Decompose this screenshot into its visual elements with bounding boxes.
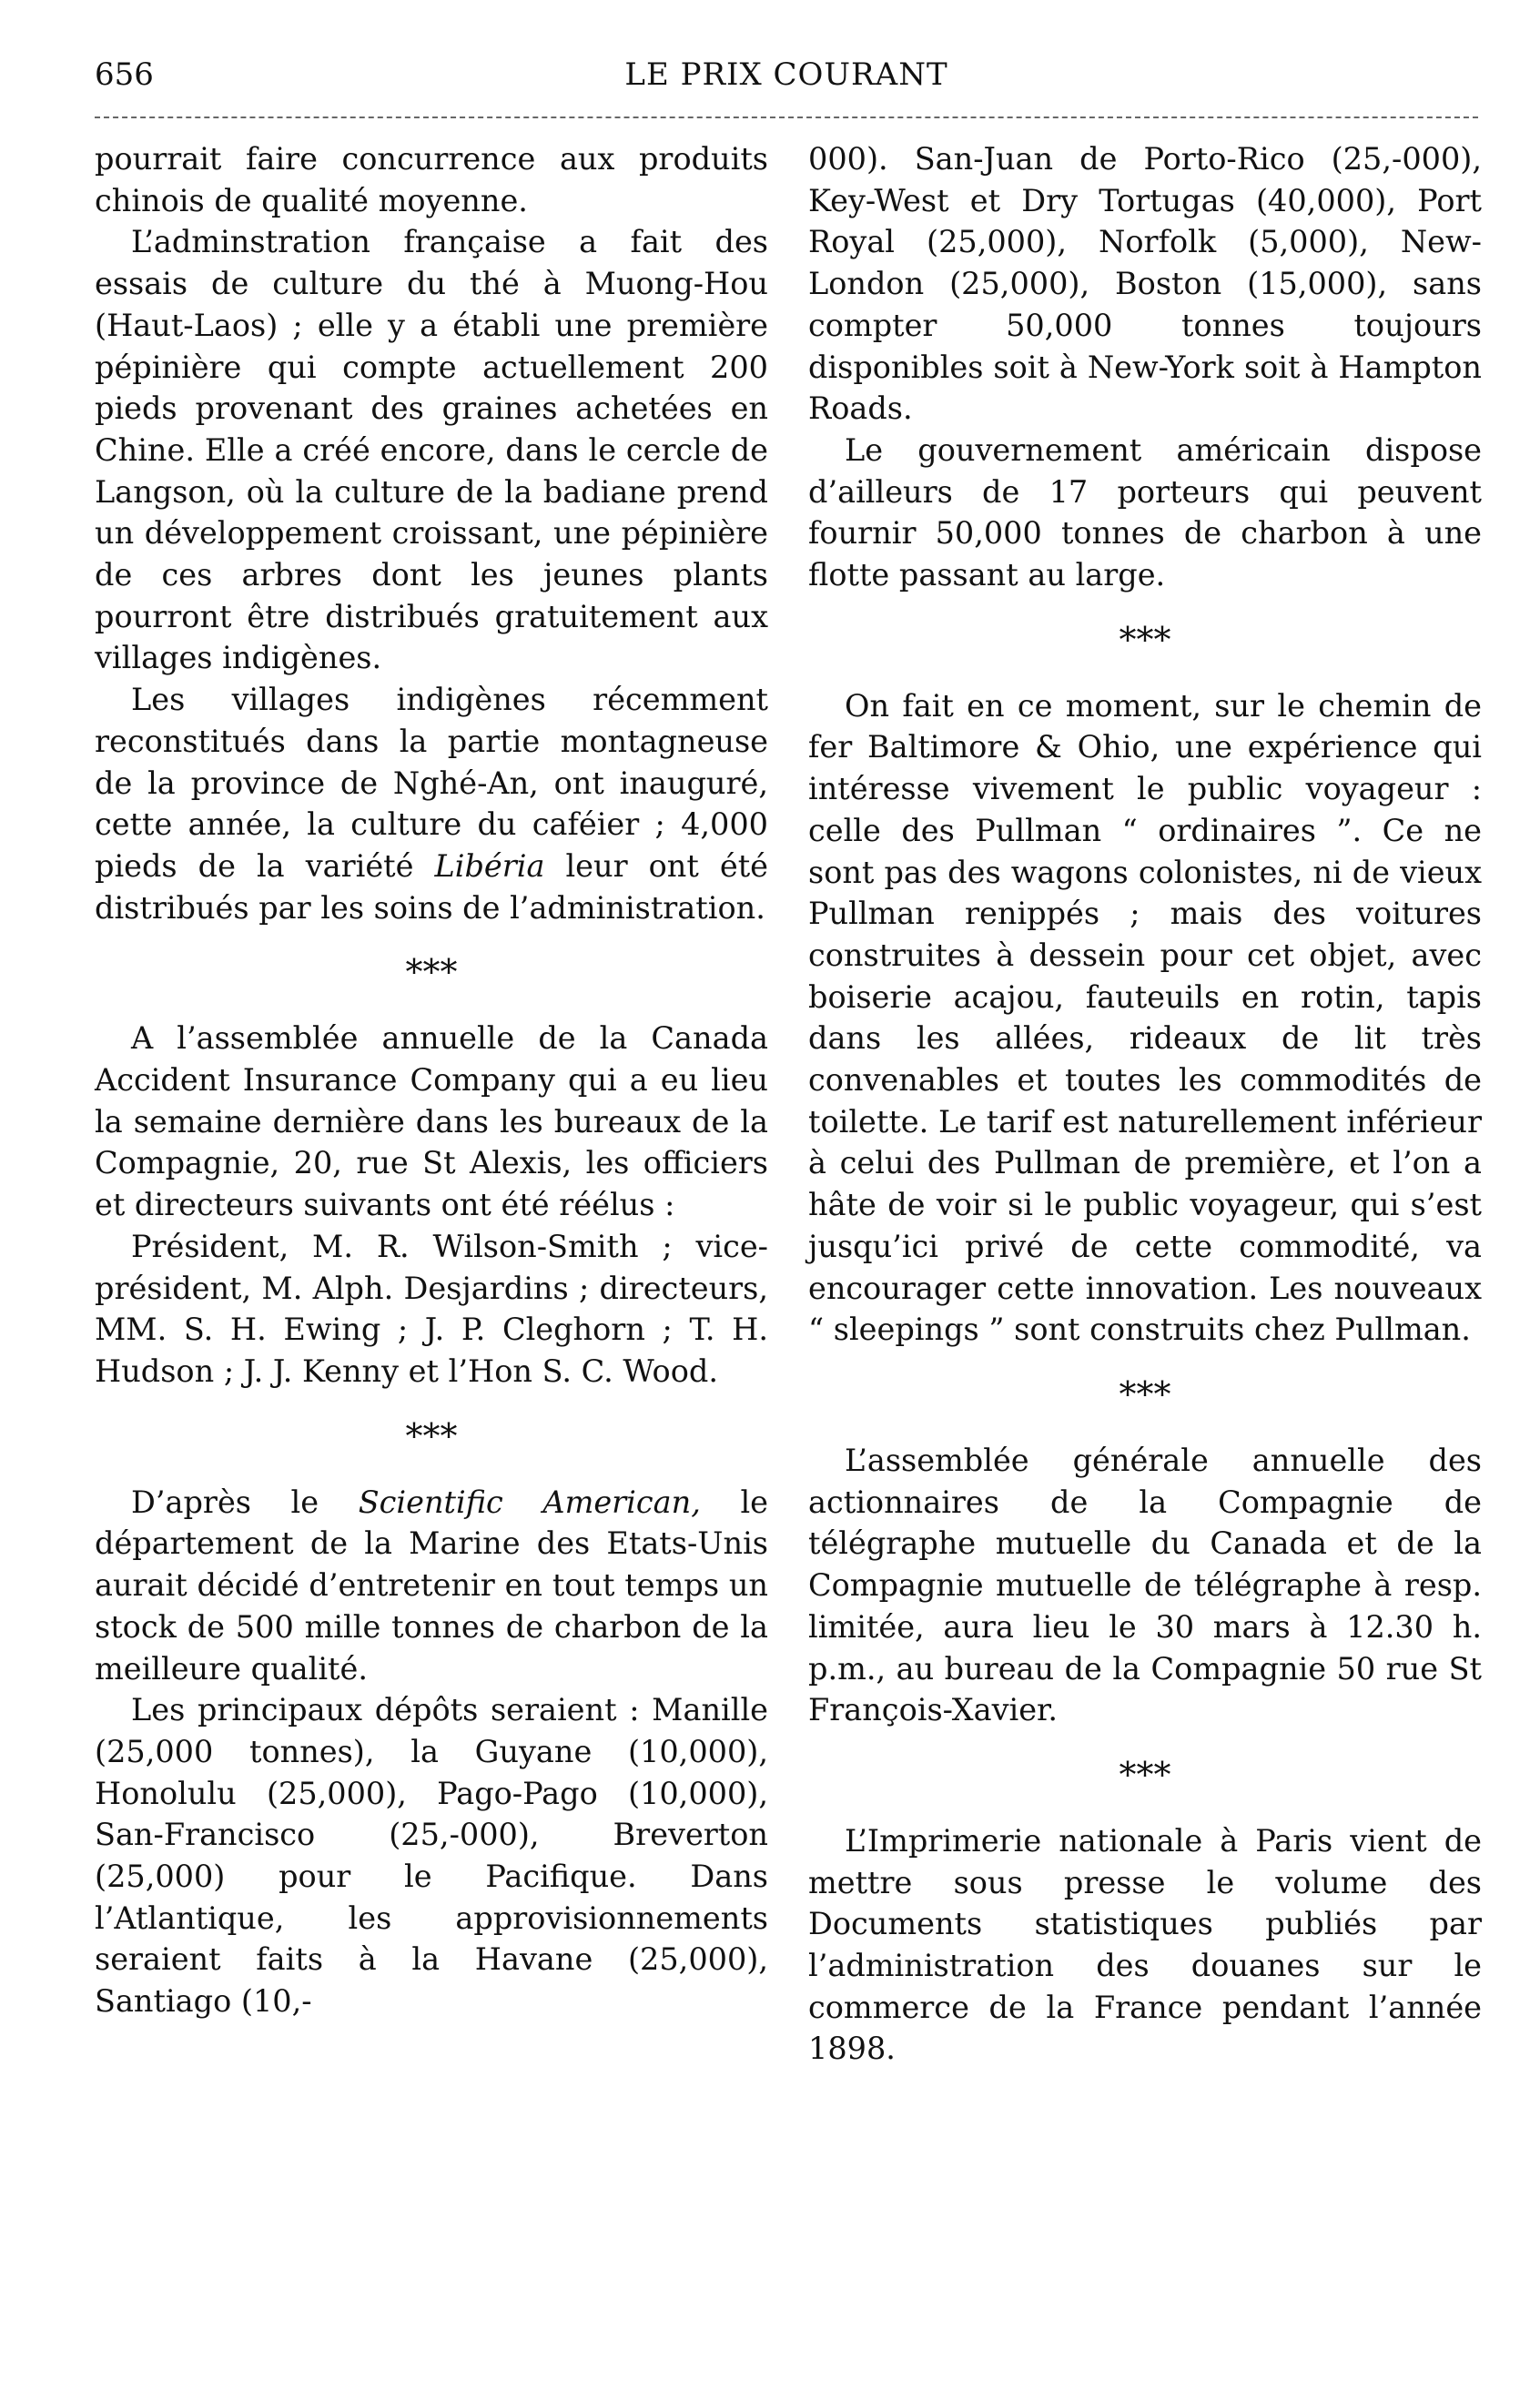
left-paragraph-6-italic: Scientific American, <box>358 1484 701 1520</box>
left-paragraph-3 <box>95 679 768 928</box>
right-paragraph-5: L’Imprimerie nationale à Paris vient de mettre sous presse le volume des Documents statistiques publiés par l’administration des douanes sur le commerce de la France pendant l’année 1898. <box>808 1822 1482 2067</box>
section-separator <box>808 1373 1482 1414</box>
left-paragraph-2: L’adminstration française a fait des essais de culture du thé à Muong-Hou (Haut-Laos) ; elle y a établi une première pépinière qui compte actuellement 200 pieds provenant des graines achetées en Chine. Elle a créé encore, dans le cercle de Langson, où la culture de la badiane prend un développement croissant, une pépinière de ces arbres dont les jeunes plants pourront être distribués gratuitement aux villages indigènes. <box>95 224 768 676</box>
left-column <box>95 138 768 2022</box>
left-paragraph-6 <box>95 1482 768 1690</box>
separator-asterisks: *** <box>405 952 458 993</box>
section-separator <box>95 952 768 993</box>
right-column <box>808 138 1482 2070</box>
right-paragraph-1: 000). San-Juan de Porto-Rico (25,-000), Key-West et Dry Tortugas (40,000), Port Royal (25,000), Norfolk (5,000), New-London (25,000), Boston (15,000), sans compter 50,000 tonnes toujours disponibles soit à New-York soit à Hampton Roads. <box>808 141 1482 427</box>
left-paragraph-7: Les principaux dépôts seraient : Manille (25,000 tonnes), la Guyane (10,000), Honolulu (25,000), Pago-Pago (10,000), San-Francisco (25,-000), Breverton (25,000) pour le Pacifique. Dans l’Atlantique, les approvisionnements seraient faits à la Havane (25,000), Santiago (10,- <box>95 1692 768 2020</box>
left-paragraph-5: Président, M. R. Wilson-Smith ; vice-président, M. Alph. Desjardins ; directeurs, MM. S. H. Ewing ; J. P. Cleghorn ; T. H. Hudson ; J. J. Kenny et l’Hon S. C. Wood. <box>95 1228 768 1389</box>
left-paragraph-4: A l’assemblée annuelle de la Canada Accident Insurance Company qui a eu lieu la semaine dernière dans les bureaux de la Compagnie, 20, rue St Alexis, les officiers et directeurs suivants ont été réélus : <box>95 1020 768 1223</box>
separator-asterisks: *** <box>1119 1373 1171 1414</box>
page-header <box>95 55 1478 109</box>
left-paragraph-3-text-a: Les villages indigènes récemment reconstitués dans la partie montagneuse de la province de Nghé-An, ont inauguré, cette année, la culture du caféier ; 4,000 pieds de la variété <box>95 682 768 884</box>
separator-asterisks: *** <box>1119 619 1171 660</box>
left-paragraph-6-text-a: D’après le <box>131 1484 319 1520</box>
header-rule <box>95 117 1478 118</box>
section-separator <box>808 1754 1482 1795</box>
left-paragraph-1: pourrait faire concurrence aux produits chinois de qualité moyenne. <box>95 141 768 218</box>
section-separator <box>95 1415 768 1456</box>
right-paragraph-3: On fait en ce moment, sur le chemin de fer Baltimore & Ohio, une expérience qui intéresse vivement le public voyageur : celle des Pullman “ ordinaires ”. Ce ne sont pas des wagons colonistes, ni de vieux Pullman renippés ; mais des voitures construites à dessein pour cet objet, avec boiserie acajou, fauteuils en rotin, tapis dans les allées, rideaux de lit très convenables et toutes les commodités de toilette. Le tarif est naturellement inférieur à celui des Pullman de première, et l’on a hâte de voir si le public voyageur, qui s’est jusqu’ici privé de cette commodité, va encourager cette innovation. Les nouveaux “ sleepings ” sont construits chez Pullman. <box>808 687 1482 1348</box>
page-number: 656 <box>95 56 154 93</box>
right-paragraph-4: L’assemblée générale annuelle des actionnaires de la Compagnie de télégraphe mutuelle du Canada et de la Compagnie mutuelle de télégraphe à resp. limitée, aura lieu le 30 mars à 12.30 h. p.m., au bureau de la Compagnie 50 rue St François-Xavier. <box>808 1442 1482 1728</box>
section-separator <box>808 619 1482 660</box>
left-paragraph-3-italic: Libéria <box>434 847 545 884</box>
separator-asterisks: *** <box>1119 1754 1171 1795</box>
left-paragraph-3-text-b: leur ont été distribués par les soins de l’administration. <box>95 847 768 926</box>
separator-asterisks: *** <box>405 1415 458 1456</box>
right-paragraph-2: Le gouvernement américain dispose d’ailleurs de 17 porteurs qui peuvent fournir 50,000 tonnes de charbon à une flotte passant au large. <box>808 431 1482 593</box>
running-title: LE PRIX COURANT <box>624 56 948 93</box>
left-paragraph-6-text-b: le département de la Marine des Etats-Unis aurait décidé d’entretenir en tout temps un stock de 500 mille tonnes de charbon de la meilleure qualité. <box>95 1484 768 1687</box>
